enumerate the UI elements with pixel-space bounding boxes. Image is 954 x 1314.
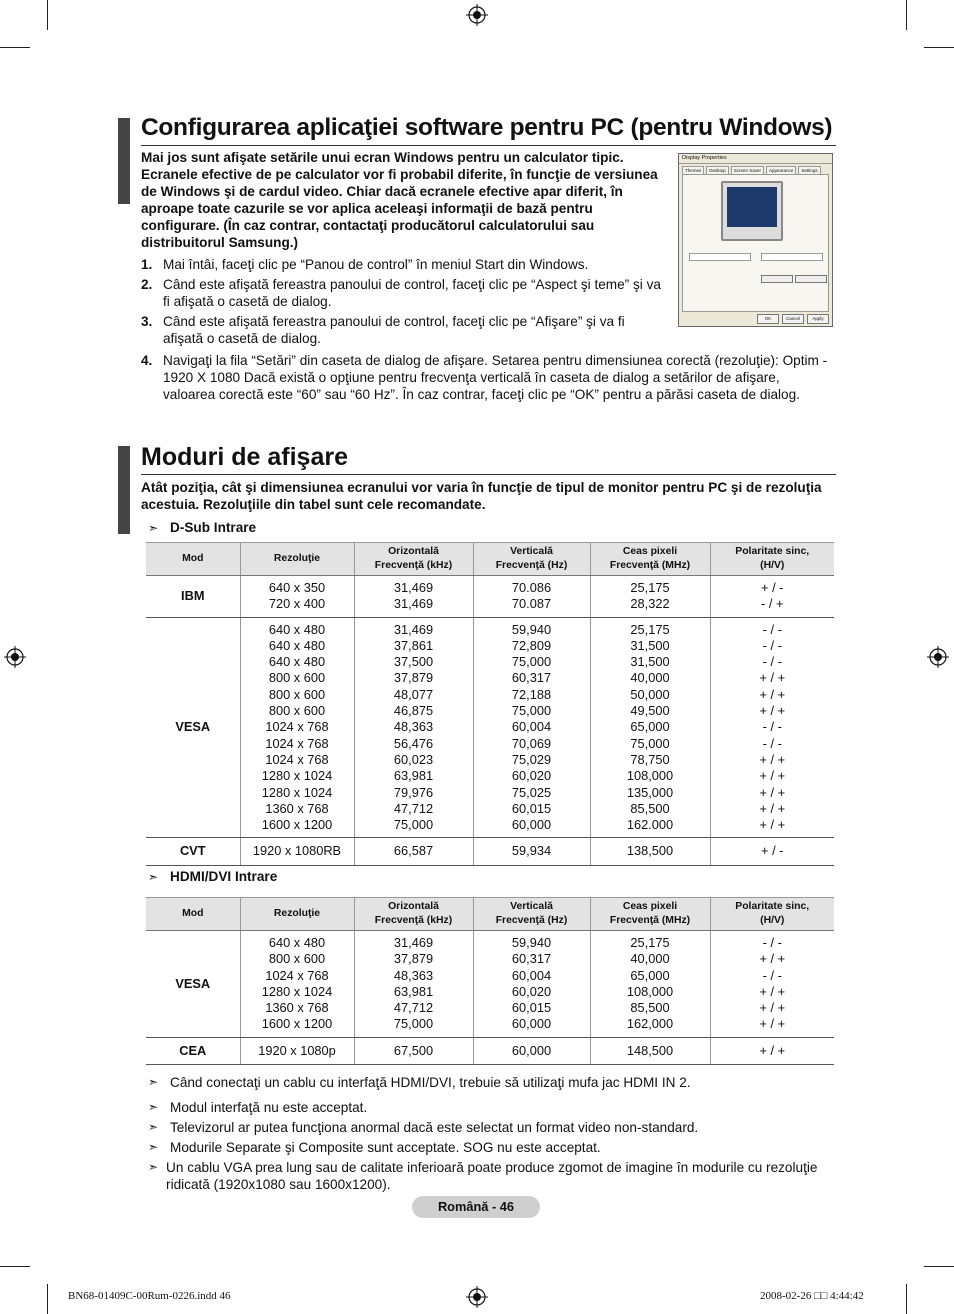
- cell-value: 1280 x 1024: [261, 784, 333, 800]
- page-number-badge: Română - 46: [412, 1196, 540, 1218]
- notes-list: [148, 1074, 828, 1193]
- arrow-icon: ➣: [148, 1160, 159, 1174]
- cell-value: + / +: [759, 751, 786, 767]
- arrow-icon: ➣: [148, 520, 159, 535]
- arrow-icon: ➣: [148, 1100, 159, 1114]
- cell-value: 28,322: [630, 596, 670, 612]
- v-cell: [473, 576, 590, 618]
- cell-value: 1280 x 1024: [261, 768, 333, 784]
- pol-cell: [710, 931, 834, 1038]
- arrow-icon: ➣: [148, 1075, 159, 1089]
- cell-value: 800 x 600: [268, 951, 326, 967]
- cell-value: 800 x 600: [268, 686, 326, 702]
- cell-value: 50,000: [630, 686, 670, 702]
- cell-value: 800 x 600: [268, 670, 326, 686]
- cell-value: 138,500: [626, 843, 674, 859]
- col-header-resolution: Rezoluţie: [240, 898, 354, 931]
- cell-value: + / +: [759, 983, 786, 999]
- cell-value: 1360 x 768: [265, 800, 329, 816]
- table-row: [146, 576, 834, 618]
- table-row: [146, 931, 834, 1038]
- cell-value: 60,020: [511, 768, 552, 784]
- cell-value: 1920 x 1080p: [258, 1042, 336, 1058]
- col-header-polarity: Polaritate sinc, (H/V): [710, 543, 834, 576]
- clk-cell: [590, 838, 710, 865]
- step-item: 1. Mai întâi, faceţi clic pe “Panou de control” în meniul Start din Windows.: [141, 257, 589, 272]
- note-item: ➣ Modul interfaţă nu este acceptat.: [148, 1100, 368, 1115]
- cell-value: - / -: [762, 967, 782, 983]
- registration-mark-icon: [4, 646, 26, 668]
- cell-value: - / -: [762, 654, 782, 670]
- cell-value: - / -: [762, 621, 782, 637]
- col-header-mode: Mod: [146, 543, 240, 576]
- section-intro: Atât poziţia, cât şi dimensiunea ecranului vor varia în funcţie de tipul de monitor pentru PC şi de rezoluţia acestuia. Rezoluţiile din tabel sunt cele recomandate.: [141, 480, 822, 512]
- cell-value: 640 x 480: [268, 637, 326, 653]
- clk-cell: [590, 576, 710, 618]
- cell-value: - / -: [762, 637, 782, 653]
- col-header-vertical: Verticală Frecvenţă (Hz): [473, 543, 590, 576]
- res-cell: [240, 1037, 354, 1064]
- cell-value: 800 x 600: [268, 703, 326, 719]
- cell-value: 108,000: [626, 768, 674, 784]
- res-cell: [240, 838, 354, 865]
- cell-value: 75,000: [511, 654, 552, 670]
- cell-value: + / +: [759, 768, 786, 784]
- h-cell: [354, 838, 473, 865]
- cell-value: + / +: [759, 784, 786, 800]
- note-item: ➣ Modurile Separate şi Composite sunt acceptate. SOG nu este acceptat.: [148, 1140, 601, 1155]
- registration-mark-icon: [466, 1286, 488, 1308]
- crop-mark: [906, 1284, 907, 1314]
- cell-value: 1600 x 1200: [261, 817, 333, 833]
- cell-value: 65,000: [630, 719, 670, 735]
- cell-value: 85,500: [630, 800, 670, 816]
- crop-mark: [0, 47, 30, 48]
- hdmi-subheading: ➣ HDMI/DVI Intrare: [148, 869, 278, 884]
- cell-value: 640 x 350: [268, 580, 326, 595]
- cell-value: 70.087: [511, 596, 552, 612]
- cell-value: 40,000: [630, 670, 670, 686]
- col-header-horizontal: Orizontală Frecvenţă (kHz): [354, 543, 473, 576]
- cell-value: + / +: [759, 670, 786, 686]
- hdmi-mode-table: [146, 897, 834, 1065]
- cell-value: 72,188: [511, 686, 552, 702]
- cell-value: 67,500: [393, 1042, 434, 1058]
- cell-value: 31,469: [393, 580, 434, 595]
- v-cell: [473, 838, 590, 865]
- step-item: 2. Când este afişată fereastra panoului de control, faceţi clic pe “Aspect şi teme” şi va fi afişată o casetă de dialog.: [141, 277, 661, 309]
- cell-value: - / -: [762, 719, 782, 735]
- pol-cell: [710, 1037, 834, 1064]
- v-cell: [473, 1037, 590, 1064]
- cell-value: 47,712: [393, 1000, 434, 1016]
- cell-value: 720 x 400: [268, 596, 326, 612]
- v-cell: [473, 931, 590, 1038]
- registration-mark-icon: [466, 4, 488, 26]
- cell-value: + / +: [759, 800, 786, 816]
- h-cell: [354, 931, 473, 1038]
- col-header-resolution: Rezoluţie: [240, 543, 354, 576]
- cell-value: 75,000: [393, 1016, 434, 1032]
- cell-value: 640 x 480: [268, 935, 326, 950]
- cell-value: 56,476: [393, 735, 434, 751]
- cell-value: 60,000: [511, 817, 552, 833]
- cell-value: 59,940: [511, 621, 552, 637]
- cell-value: 60,015: [511, 1000, 552, 1016]
- cell-value: 37,879: [393, 951, 434, 967]
- dsub-mode-table: [146, 542, 834, 866]
- cell-value: 31,469: [393, 935, 434, 950]
- note-item: ➣ Un cablu VGA prea lung sau de calitate inferioară poate produce zgomot de imagine în modurile cu rezoluţie ridicată (1920x1080 sau 1600x1200).: [148, 1160, 818, 1192]
- cell-value: 49,500: [630, 703, 670, 719]
- mode-cell: CVT: [146, 838, 240, 865]
- cell-value: 40,000: [630, 951, 670, 967]
- cell-value: 60,000: [511, 1042, 552, 1058]
- clk-cell: [590, 1037, 710, 1064]
- cell-value: + / +: [759, 686, 786, 702]
- note-item: ➣ Când conectaţi un cablu cu interfaţă HDMI/DVI, trebuie să utilizaţi mufa jac HDMI IN 2.: [148, 1075, 691, 1090]
- cell-value: + / +: [759, 703, 786, 719]
- section-title: Configurarea aplicaţiei software pentru PC (pentru Windows): [141, 112, 836, 146]
- registration-mark-icon: [927, 646, 949, 668]
- cell-value: 25,175: [630, 935, 670, 950]
- cell-value: 108,000: [626, 983, 674, 999]
- cell-value: 47,712: [393, 800, 434, 816]
- arrow-icon: ➣: [148, 1140, 159, 1154]
- cell-value: 1920 x 1080RB: [252, 843, 342, 859]
- res-cell: [240, 931, 354, 1038]
- steps-list: [141, 256, 661, 350]
- steps-list: [141, 352, 833, 406]
- cell-value: 60,004: [511, 719, 552, 735]
- cell-value: 60,317: [511, 951, 552, 967]
- cell-value: 70,069: [511, 735, 552, 751]
- cell-value: 59,940: [511, 935, 552, 950]
- arrow-icon: ➣: [148, 1120, 159, 1134]
- cell-value: 60,023: [393, 751, 434, 767]
- section-bar: [118, 446, 130, 534]
- cell-value: 1024 x 768: [265, 735, 329, 751]
- cell-value: 162,000: [626, 1016, 674, 1032]
- cell-value: 60,004: [511, 967, 552, 983]
- cell-value: 1360 x 768: [265, 1000, 329, 1016]
- cell-value: 148,500: [626, 1042, 674, 1058]
- cell-value: + / -: [761, 580, 784, 595]
- cell-value: 85,500: [630, 1000, 670, 1016]
- section-bar: [118, 118, 130, 204]
- cell-value: 31,469: [393, 621, 434, 637]
- cell-value: 1280 x 1024: [261, 983, 333, 999]
- cell-value: 48,363: [393, 719, 434, 735]
- mode-cell: IBM: [146, 576, 240, 618]
- cell-value: 65,000: [630, 967, 670, 983]
- step-item: 4. Navigaţi la fila “Setări” din caseta de dialog de afişare. Setarea pentru dimensiunea corectă (rezoluţie): Optim - 1920 X 1080 Dacă există o opţiune pentru frecvenţa verticală în caseta de dialog a setărilor de afişare, valoarea corectă este “60” sau “60 Hz”. În caz contrar, faceţi clic pe “OK” pentru a părăsi caseta de dialog.: [141, 353, 828, 402]
- col-header-mode: Mod: [146, 898, 240, 931]
- cell-value: 1600 x 1200: [261, 1016, 333, 1032]
- cell-value: 75,029: [511, 751, 552, 767]
- cell-value: - / -: [762, 735, 782, 751]
- cell-value: + / -: [761, 843, 784, 859]
- cell-value: 75,000: [511, 703, 552, 719]
- v-cell: [473, 617, 590, 838]
- crop-mark: [924, 47, 954, 48]
- col-header-pixel-clock: Ceas pixeli Frecvenţă (MHz): [590, 543, 710, 576]
- cell-value: 37,879: [393, 670, 434, 686]
- pol-cell: [710, 838, 834, 865]
- cell-value: 66,587: [393, 843, 434, 859]
- h-cell: [354, 1037, 473, 1064]
- cell-value: - / +: [761, 596, 784, 612]
- mode-cell: VESA: [146, 617, 240, 838]
- crop-mark: [906, 0, 907, 30]
- cell-value: 25,175: [630, 621, 670, 637]
- note-item: ➣ Televizorul ar putea funcţiona anormal dacă este selectat un format video non-standard.: [148, 1120, 699, 1135]
- cell-value: 31,469: [393, 596, 434, 612]
- cell-value: 640 x 480: [268, 654, 326, 670]
- dsub-subheading: ➣ D-Sub Intrare: [148, 520, 257, 535]
- cell-value: 78,750: [630, 751, 670, 767]
- cell-value: 75,000: [393, 817, 434, 833]
- mode-cell: CEA: [146, 1037, 240, 1064]
- cell-value: + / +: [759, 817, 786, 833]
- clk-cell: [590, 931, 710, 1038]
- h-cell: [354, 576, 473, 618]
- cell-value: 1024 x 768: [265, 967, 329, 983]
- cell-value: 48,363: [393, 967, 434, 983]
- col-header-horizontal: Orizontală Frecvenţă (kHz): [354, 898, 473, 931]
- cell-value: 79,976: [393, 784, 434, 800]
- h-cell: [354, 617, 473, 838]
- cell-value: - / -: [762, 935, 782, 950]
- arrow-icon: ➣: [148, 869, 159, 884]
- cell-value: + / +: [759, 1042, 786, 1058]
- footer-timestamp: 2008-02-26 □□ 4:44:42: [760, 1290, 864, 1302]
- pol-cell: [710, 617, 834, 838]
- cell-value: 59,934: [511, 843, 552, 859]
- footer-file: BN68-01409C-00Rum-0226.indd 46: [68, 1290, 231, 1302]
- cell-value: + / +: [759, 1000, 786, 1016]
- cell-value: 72,809: [511, 637, 552, 653]
- cell-value: 46,875: [393, 703, 434, 719]
- cell-value: 135,000: [626, 784, 674, 800]
- cell-value: 63,981: [393, 983, 434, 999]
- cell-value: 37,500: [393, 654, 434, 670]
- table-row: [146, 1037, 834, 1064]
- cell-value: 1024 x 768: [265, 719, 329, 735]
- cell-value: 60,020: [511, 983, 552, 999]
- cell-value: 70.086: [511, 580, 552, 595]
- pol-cell: [710, 576, 834, 618]
- cell-value: 640 x 480: [268, 621, 326, 637]
- cell-value: 60,000: [511, 1016, 552, 1032]
- section-title: Moduri de afişare: [141, 441, 836, 475]
- col-header-pixel-clock: Ceas pixeli Frecvenţă (MHz): [590, 898, 710, 931]
- res-cell: [240, 617, 354, 838]
- cell-value: 25,175: [630, 580, 670, 595]
- mode-cell: VESA: [146, 931, 240, 1038]
- cell-value: 60,317: [511, 670, 552, 686]
- col-header-polarity: Polaritate sinc, (H/V): [710, 898, 834, 931]
- clk-cell: [590, 617, 710, 838]
- cell-value: 37,861: [393, 637, 434, 653]
- step-item: 3. Când este afişată fereastra panoului de control, faceţi clic pe “Afişare” şi va fi afişată o casetă de dialog.: [141, 314, 625, 346]
- crop-mark: [47, 1284, 48, 1314]
- cell-value: 31,500: [630, 654, 670, 670]
- cell-value: 162.000: [626, 817, 674, 833]
- crop-mark: [924, 1266, 954, 1267]
- crop-mark: [47, 0, 48, 30]
- cell-value: 1024 x 768: [265, 751, 329, 767]
- cell-value: 63,981: [393, 768, 434, 784]
- res-cell: [240, 576, 354, 618]
- crop-mark: [0, 1266, 30, 1267]
- col-header-vertical: Verticală Frecvenţă (Hz): [473, 898, 590, 931]
- cell-value: 31,500: [630, 637, 670, 653]
- cell-value: + / +: [759, 1016, 786, 1032]
- table-row: [146, 617, 834, 838]
- section-intro: Mai jos sunt afişate setările unui ecran Windows pentru un calculator tipic. Ecranele efective de pe calculator vor fi probabil diferite, în funcţie de versiunea de Windows şi de cardul video. Chiar dacă ecranele efective apar diferit, în aproape toate cazurile se vor aplica aceleaşi informaţii de bază pentru configurare. (În caz contrar, contactaţi producătorul calculatorului sau distribuitorul Samsung.): [141, 150, 658, 250]
- display-properties-screenshot: Display Properties Themes Desktop Screen Saver Appearance Settings OK Cancel Apply: [678, 153, 833, 327]
- cell-value: + / +: [759, 951, 786, 967]
- cell-value: 75,025: [511, 784, 552, 800]
- cell-value: 48,077: [393, 686, 434, 702]
- table-row: [146, 838, 834, 865]
- cell-value: 75,000: [630, 735, 670, 751]
- cell-value: 60,015: [511, 800, 552, 816]
